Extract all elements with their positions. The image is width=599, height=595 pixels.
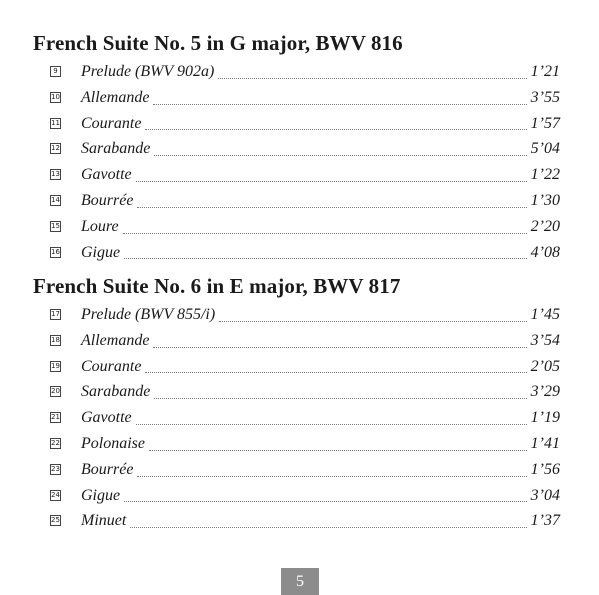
track-duration: 2’20 [530,217,560,235]
dotted-leader [154,397,526,399]
track-number-box: 25 [51,516,60,525]
track-number-box: 13 [51,170,60,179]
track-row [33,136,563,162]
track-body [81,85,560,111]
dotted-leader [153,103,526,105]
track-duration: 4’08 [530,243,560,261]
dotted-leader [218,77,526,79]
track-duration: 3’29 [530,383,560,401]
track-body [81,240,560,266]
track-body [81,302,560,328]
track-body [81,188,560,214]
track-number-box: 17 [51,310,60,318]
track-title: Loure [81,217,119,235]
track-duration: 2’05 [530,357,560,375]
track-number-box: 9 [50,66,61,77]
track-title: Bourrée [81,460,134,478]
track-row [33,111,563,137]
dotted-leader [124,500,527,502]
dotted-leader [136,180,527,182]
track-number-box: 14 [51,195,60,204]
track-row [33,405,563,431]
track-row [33,302,563,328]
track-body [81,136,560,162]
dotted-leader [154,154,526,156]
track-title: Minuet [81,512,127,530]
track-number-box: 20 [51,387,60,396]
track-title: Polonaise [81,434,145,452]
track-body [81,405,560,431]
track-duration: 1’19 [530,409,560,427]
track-duration: 1’56 [530,460,560,478]
track-number-box: 22 [51,438,60,447]
track-row [33,328,563,354]
track-title: Gigue [81,243,121,261]
track-title: Bourrée [81,191,134,209]
track-row [33,354,563,380]
track-duration: 3’55 [530,88,560,106]
dotted-leader [153,346,526,348]
track-number-box: 16 [51,247,60,256]
track-body [81,162,560,188]
track-title: Sarabande [81,140,151,158]
track-duration: 1’57 [530,114,560,132]
track-row [33,85,563,111]
track-duration: 1’41 [530,434,560,452]
track-number-box: 19 [51,361,60,370]
track-duration: 1’22 [530,166,560,184]
track-title: Allemande [81,331,150,349]
track-row [33,240,563,266]
track-duration: 5’04 [530,140,560,158]
track-title: Gigue [81,486,121,504]
track-title: Prelude (BWV 855/i) [81,306,216,323]
dotted-leader [137,206,526,208]
track-row [33,214,563,240]
dotted-leader [149,449,527,451]
dotted-leader [130,526,526,528]
track-row [33,162,563,188]
track-row [33,379,563,405]
track-title: Courante [81,114,142,132]
dotted-leader [145,371,526,373]
track-number-box: 18 [51,335,60,344]
suite-title: French Suite No. 6 in E major, BWV 817 [33,274,401,298]
suite-title: French Suite No. 5 in G major, BWV 816 [33,31,403,55]
track-body [81,111,560,137]
track-duration: 3’04 [530,486,560,504]
suite-section [33,30,563,265]
track-number-box: 11 [51,118,60,127]
track-duration: 1’45 [530,306,560,323]
suite-section [33,273,563,534]
track-title: Prelude (BWV 902a) [81,63,215,80]
track-body [81,431,560,457]
dotted-leader [123,232,527,234]
track-list [33,59,563,265]
track-title: Courante [81,357,142,375]
track-body [81,214,560,240]
track-row [33,483,563,509]
track-duration: 1’21 [530,63,560,80]
page-number-tab: 5 [281,568,319,595]
track-body [81,457,560,483]
track-body [81,483,560,509]
track-body [81,508,560,534]
dotted-leader [145,128,526,130]
track-number-box: 24 [51,490,60,499]
dotted-leader [219,320,526,322]
track-duration: 3’54 [530,331,560,349]
track-number-box: 23 [51,464,60,473]
track-row [33,508,563,534]
track-number-box: 12 [51,144,60,153]
track-duration: 1’37 [530,512,560,530]
track-number-box: 15 [51,221,60,230]
dotted-leader [137,475,526,477]
track-title: Gavotte [81,409,132,427]
track-number-box: 10 [51,92,60,101]
dotted-leader [124,257,527,259]
track-title: Sarabande [81,383,151,401]
track-list [33,302,563,534]
dotted-leader [136,423,527,425]
track-body [81,59,560,85]
track-duration: 1’30 [530,191,560,209]
track-body [81,354,560,380]
track-number-box: 21 [51,413,60,422]
track-row [33,431,563,457]
track-row [33,188,563,214]
track-body [81,328,560,354]
track-row [33,457,563,483]
track-body [81,379,560,405]
track-row [33,59,563,85]
track-title: Gavotte [81,166,132,184]
track-title: Allemande [81,88,150,106]
